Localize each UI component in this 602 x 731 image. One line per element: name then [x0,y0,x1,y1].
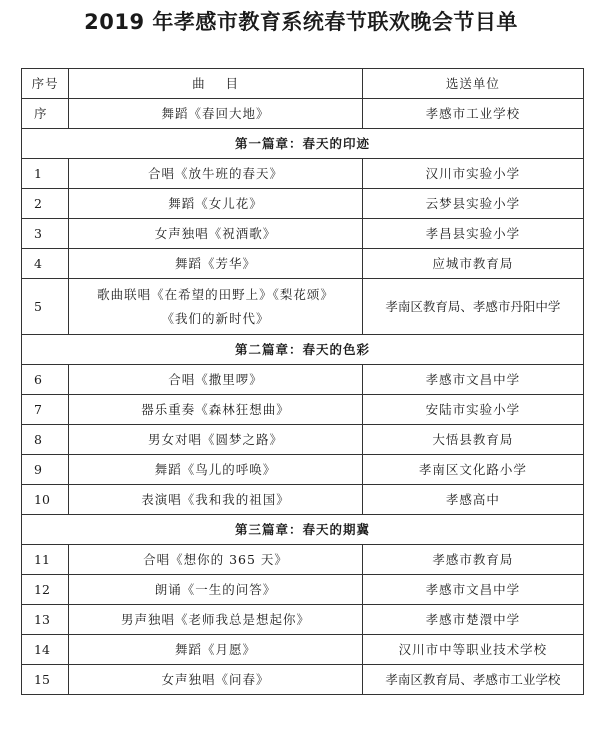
row-no: 2 [22,189,69,219]
header-no: 序号 [22,69,69,99]
row-unit: 孝感市文昌中学 [362,365,583,395]
row-no: 3 [22,219,69,249]
table-row [22,455,584,485]
row-no: 12 [22,575,69,605]
table-row [22,545,584,575]
table-header-row [22,69,584,99]
row-program: 舞蹈《鸟儿的呼唤》 [69,455,362,485]
table-row [22,99,584,129]
row-program: 表演唱《我和我的祖国》 [69,485,362,515]
table-row [22,159,584,189]
row-unit: 孝南区文化路小学 [362,455,583,485]
table-row [22,665,584,695]
chapter-title: 第一篇章：春天的印迹 [22,129,584,159]
row-program-line-2: 《我们的新时代》 [161,310,270,326]
table-row [22,395,584,425]
row-unit: 孝感市工业学校 [362,99,583,129]
table-row [22,635,584,665]
row-program [69,279,362,335]
row-no: 5 [22,279,69,335]
row-unit: 汉川市实验小学 [362,159,583,189]
row-unit: 云梦县实验小学 [362,189,583,219]
row-program-line-1: 歌曲联唱《在希望的田野上》《梨花颂》 [97,286,334,302]
row-no: 9 [22,455,69,485]
row-program: 朗诵《一生的问答》 [69,575,362,605]
row-program: 舞蹈《春回大地》 [69,99,362,129]
table-row [22,279,584,335]
chapter-row [22,129,584,159]
row-unit: 孝昌县实验小学 [362,219,583,249]
chapter-row [22,335,584,365]
row-program: 女声独唱《问春》 [69,665,362,695]
row-unit: 应城市教育局 [362,249,583,279]
row-program: 合唱《撒里啰》 [69,365,362,395]
row-unit: 孝感市文昌中学 [362,575,583,605]
row-program: 合唱《放牛班的春天》 [69,159,362,189]
chapter-title: 第二篇章：春天的色彩 [22,335,584,365]
header-program: 曲 目 [69,69,362,99]
table-row [22,365,584,395]
chapter-title: 第三篇章：春天的期冀 [22,515,584,545]
row-program: 男声独唱《老师我总是想起你》 [69,605,362,635]
row-no: 4 [22,249,69,279]
row-unit: 孝南区教育局、孝感市工业学校 [362,665,583,695]
row-no: 14 [22,635,69,665]
row-no: 7 [22,395,69,425]
table-row [22,189,584,219]
row-unit: 安陆市实验小学 [362,395,583,425]
row-program: 器乐重奏《森林狂想曲》 [69,395,362,425]
chapter-row [22,515,584,545]
row-no: 11 [22,545,69,575]
row-unit: 孝感市教育局 [362,545,583,575]
table-row [22,605,584,635]
table-row [22,575,584,605]
row-no: 6 [22,365,69,395]
row-no: 13 [22,605,69,635]
header-unit: 选送单位 [362,69,583,99]
table-row [22,485,584,515]
row-program: 女声独唱《祝酒歌》 [69,219,362,249]
row-unit: 汉川市中等职业技术学校 [362,635,583,665]
table-row [22,425,584,455]
program-table [21,68,584,695]
table-row [22,249,584,279]
row-no: 10 [22,485,69,515]
row-no: 15 [22,665,69,695]
table-row [22,219,584,249]
row-no: 1 [22,159,69,189]
page-title: 2019 年孝感市教育系统春节联欢晚会节目单 [84,10,518,34]
row-unit: 孝感市楚澴中学 [362,605,583,635]
row-program: 男女对唱《圆梦之路》 [69,425,362,455]
row-no: 8 [22,425,69,455]
row-unit: 孝南区教育局、孝感市丹阳中学 [362,279,583,335]
row-program: 舞蹈《芳华》 [69,249,362,279]
row-unit: 孝感高中 [362,485,583,515]
row-program: 舞蹈《女儿花》 [69,189,362,219]
row-unit: 大悟县教育局 [362,425,583,455]
row-no: 序 [22,99,69,129]
row-program: 舞蹈《月愿》 [69,635,362,665]
row-program: 合唱《想你的 365 天》 [69,545,362,575]
